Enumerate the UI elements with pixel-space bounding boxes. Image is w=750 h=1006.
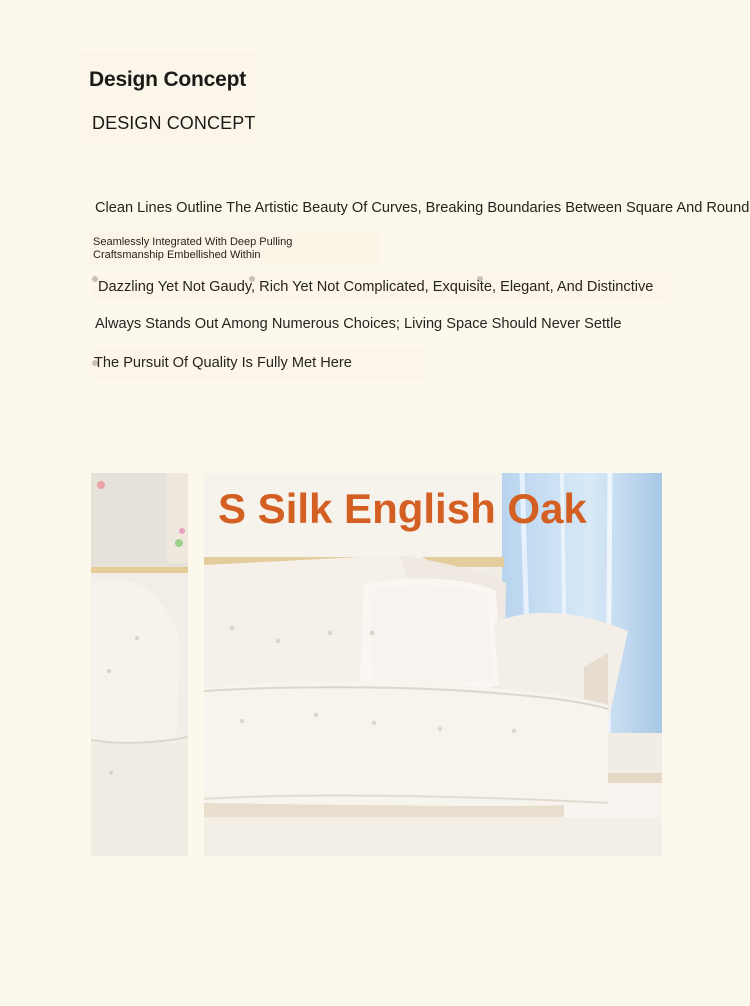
button-tuft (314, 713, 318, 717)
button-tuft (512, 729, 516, 733)
button-tuft (109, 771, 113, 775)
sofa-photo-left (91, 473, 188, 856)
wall-flower (179, 528, 185, 534)
concept-line-4: Always Stands Out Among Numerous Choices; Living Space Should Never Settle (95, 316, 622, 332)
button-tuft (370, 631, 375, 636)
page-title: Design Concept (89, 68, 247, 91)
product-title-overlay: S Silk English Oak (218, 485, 587, 532)
button-tuft (107, 669, 111, 673)
sofa-seat (204, 681, 608, 806)
button-tuft (276, 639, 281, 644)
concept-line-2: Seamlessly Integrated With Deep Pulling Craftsmanship Embellished Within (93, 236, 293, 261)
wall-panel (167, 473, 188, 563)
button-tuft (240, 719, 244, 723)
button-tuft (372, 721, 376, 725)
concept-line-3: Dazzling Yet Not Gaudy, Rich Yet Not Complicated, Exquisite, Elegant, And Distinctive (98, 279, 654, 295)
button-tuft (328, 631, 333, 636)
sofa-seat (91, 743, 188, 856)
page-subtitle: DESIGN CONCEPT (92, 113, 256, 133)
button-tuft (135, 636, 139, 640)
concept-line-1: Clean Lines Outline The Artistic Beauty Of Curves, Breaking Boundaries Between Square And Round (95, 200, 750, 216)
sofa-left-illustration (91, 473, 188, 856)
lower-floor (204, 817, 662, 856)
button-tuft (438, 727, 442, 731)
button-tuft (230, 626, 235, 631)
pillow-center (369, 585, 492, 684)
wall-flower (97, 481, 105, 489)
wall-leaf (175, 539, 183, 547)
concept-line-5: The Pursuit Of Quality Is Fully Met Here (94, 355, 352, 371)
